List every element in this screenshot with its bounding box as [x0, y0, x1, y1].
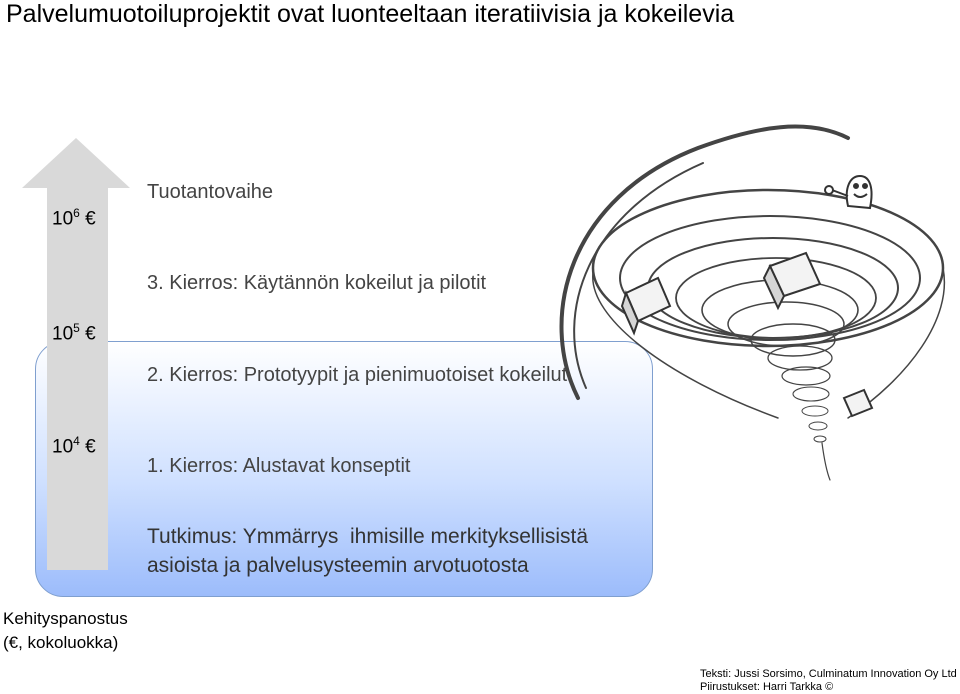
development-effort-arrow [22, 138, 130, 572]
stage-research [147, 522, 588, 580]
research-line-1: Tutkimus: Ymmärrys ihmisille merkityksellisistä [147, 525, 589, 548]
credits-text: Teksti: Jussi Sorsimo, Culminatum Innovation Oy Ltd [700, 668, 957, 680]
axis-label-line-2: (€, kokoluokka) [3, 633, 119, 652]
scale-level-2: $10^5$ € [52, 321, 96, 345]
stage-round-3: 3. Kierros: Käytännön kokeilut ja pilotit [147, 272, 487, 294]
stage-round-2: 2. Kierros: Prototyypit ja pienimuotoiset kokeilut [147, 364, 568, 386]
axis-label [3, 607, 128, 655]
stage-production: Tuotantovaihe [147, 181, 274, 203]
page-title: Palvelumuotoiluprojektit ovat luonteeltaan iteratiivisia ja kokeilevia [6, 0, 735, 28]
axis-label-line-1: Kehityspanostus [3, 609, 128, 628]
stage-round-1: 1. Kierros: Alustavat konseptit [147, 455, 411, 477]
credits-drawings: Piirustukset: Harri Tarkka © [700, 681, 834, 693]
scale-level-3: $10^4$ € [52, 434, 96, 458]
credits [700, 668, 957, 694]
research-line-2: asioista ja palvelusysteemin arvotuotosta [147, 554, 529, 577]
scale-level-1: $10^6$ € [52, 206, 96, 230]
tornado-illustration [548, 118, 958, 498]
